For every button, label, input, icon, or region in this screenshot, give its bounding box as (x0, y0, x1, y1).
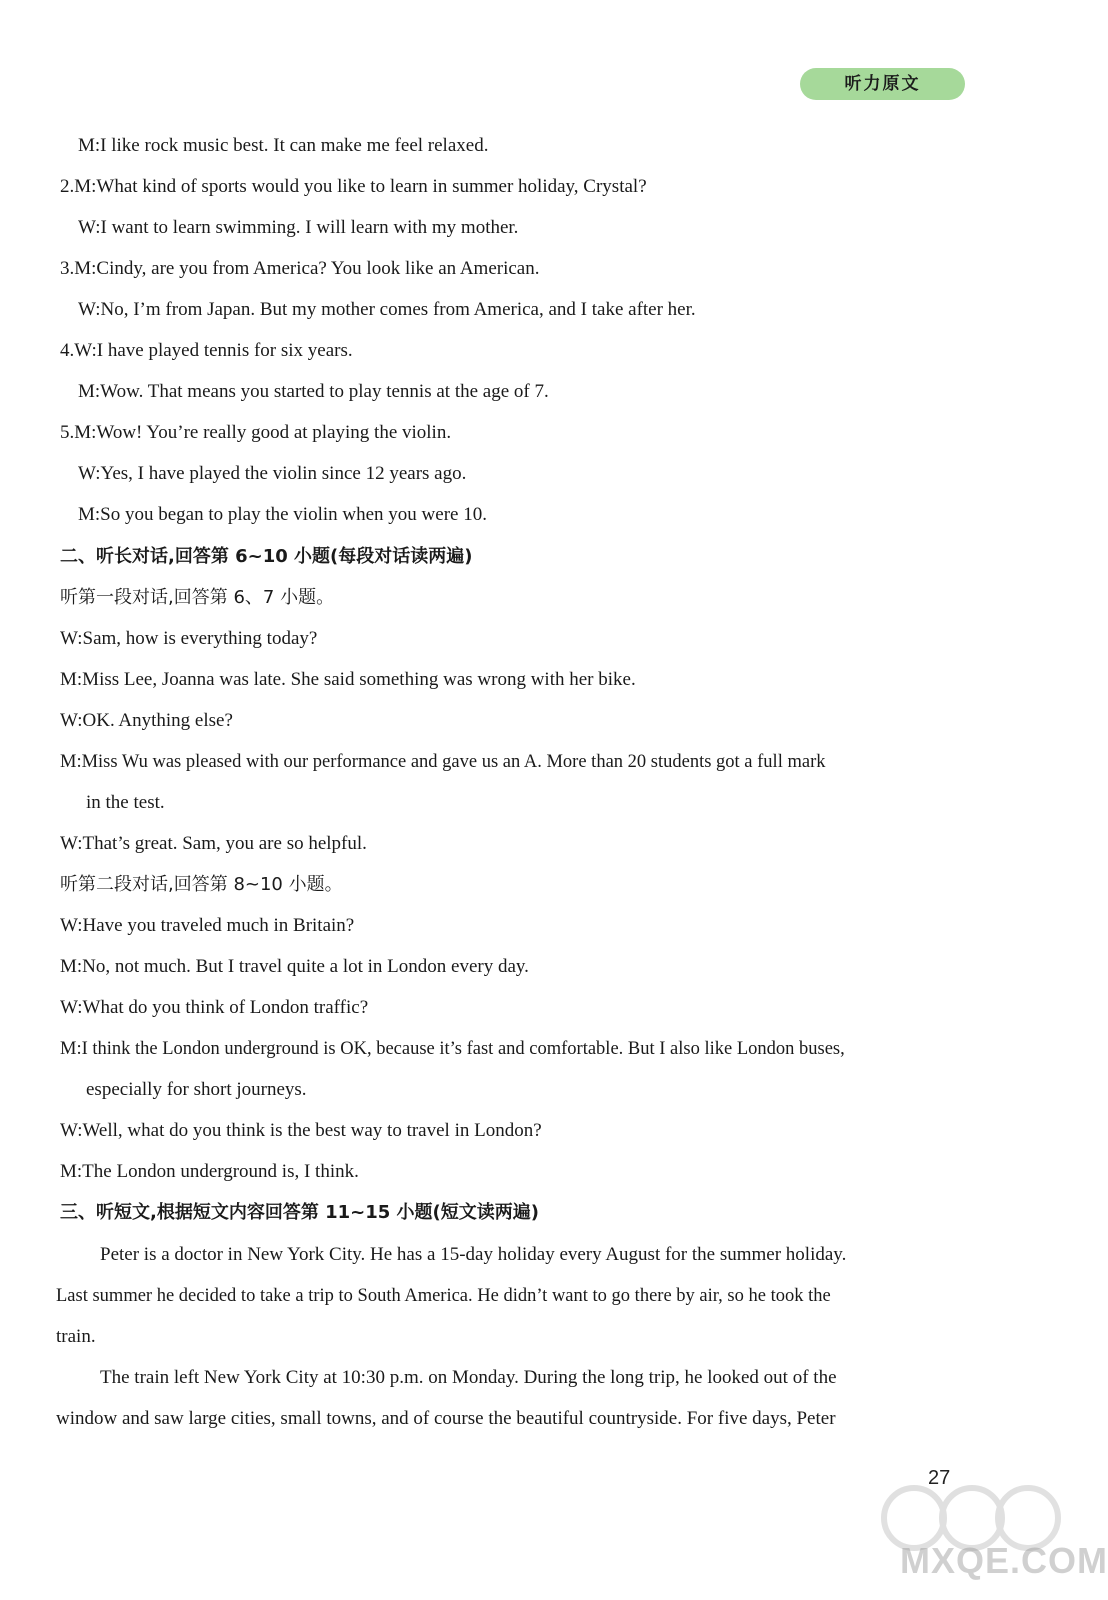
transcript-line: W:What do you think of London traffic? (60, 997, 369, 1018)
transcript-line: M:I think the London underground is OK, because it’s fast and comfortable. But I also like London buses, (60, 1039, 845, 1059)
transcript-line: especially for short journeys. (86, 1079, 307, 1100)
passage-line: Peter is a doctor in New York City. He has a 15-day holiday every August for the summer holiday. (100, 1244, 847, 1265)
watermark-url: MXQE.COM (900, 1540, 1108, 1581)
transcript-line: M:Miss Wu was pleased with our performance and gave us an A. More than 20 students got a full mark (60, 752, 826, 772)
transcript-line: W:Well, what do you think is the best way to travel in London? (60, 1120, 542, 1141)
header-title-tab: 听力原文 (800, 68, 965, 100)
transcript-line: in the test. (86, 792, 165, 813)
transcript-line: M:The London underground is, I think. (60, 1161, 359, 1182)
transcript-line: W:That’s great. Sam, you are so helpful. (60, 833, 367, 854)
transcript-line: M:I like rock music best. It can make me feel relaxed. (78, 135, 489, 156)
passage-line: train. (56, 1326, 96, 1347)
transcript-line: W:Sam, how is everything today? (60, 628, 318, 649)
transcript-line: W:Yes, I have played the violin since 12 years ago. (78, 463, 467, 484)
transcript-line: W:No, I’m from Japan. But my mother comes from America, and I take after her. (78, 299, 696, 320)
transcript-line: M:Miss Lee, Joanna was late. She said something was wrong with her bike. (60, 669, 636, 690)
transcript-line: W:Have you traveled much in Britain? (60, 915, 355, 936)
transcript-line: M:No, not much. But I travel quite a lot in London every day. (60, 956, 529, 977)
passage-line: The train left New York City at 10:30 p.m. on Monday. During the long trip, he looked out of the (100, 1367, 837, 1388)
passage-line: window and saw large cities, small towns, and of course the beautiful countryside. For five days, Peter (56, 1408, 836, 1429)
dialog-label: 听第一段对话,回答第 6、7 小题。 (60, 587, 335, 608)
transcript-line: 2.M:What kind of sports would you like to learn in summer holiday, Crystal? (60, 176, 647, 197)
dialog-label: 听第二段对话,回答第 8~10 小题。 (60, 874, 343, 895)
section-heading: 三、听短文,根据短文内容回答第 11~15 小题(短文读两遍) (60, 1202, 540, 1223)
page-number: 27 (928, 1467, 951, 1489)
passage-line: Last summer he decided to take a trip to South America. He didn’t want to go there by air, so he took the (56, 1286, 831, 1306)
transcript-line: M:So you began to play the violin when you were 10. (78, 504, 487, 525)
transcript-line: W:I want to learn swimming. I will learn with my mother. (78, 217, 519, 238)
transcript-line: 4.W:I have played tennis for six years. (60, 340, 353, 361)
transcript-line: 5.M:Wow! You’re really good at playing the violin. (60, 422, 452, 443)
transcript-line: W:OK. Anything else? (60, 710, 233, 731)
section-heading: 二、听长对话,回答第 6~10 小题(每段对话读两遍) (60, 546, 473, 567)
transcript-line: M:Wow. That means you started to play tennis at the age of 7. (78, 381, 549, 402)
transcript-line: 3.M:Cindy, are you from America? You look like an American. (60, 258, 540, 279)
